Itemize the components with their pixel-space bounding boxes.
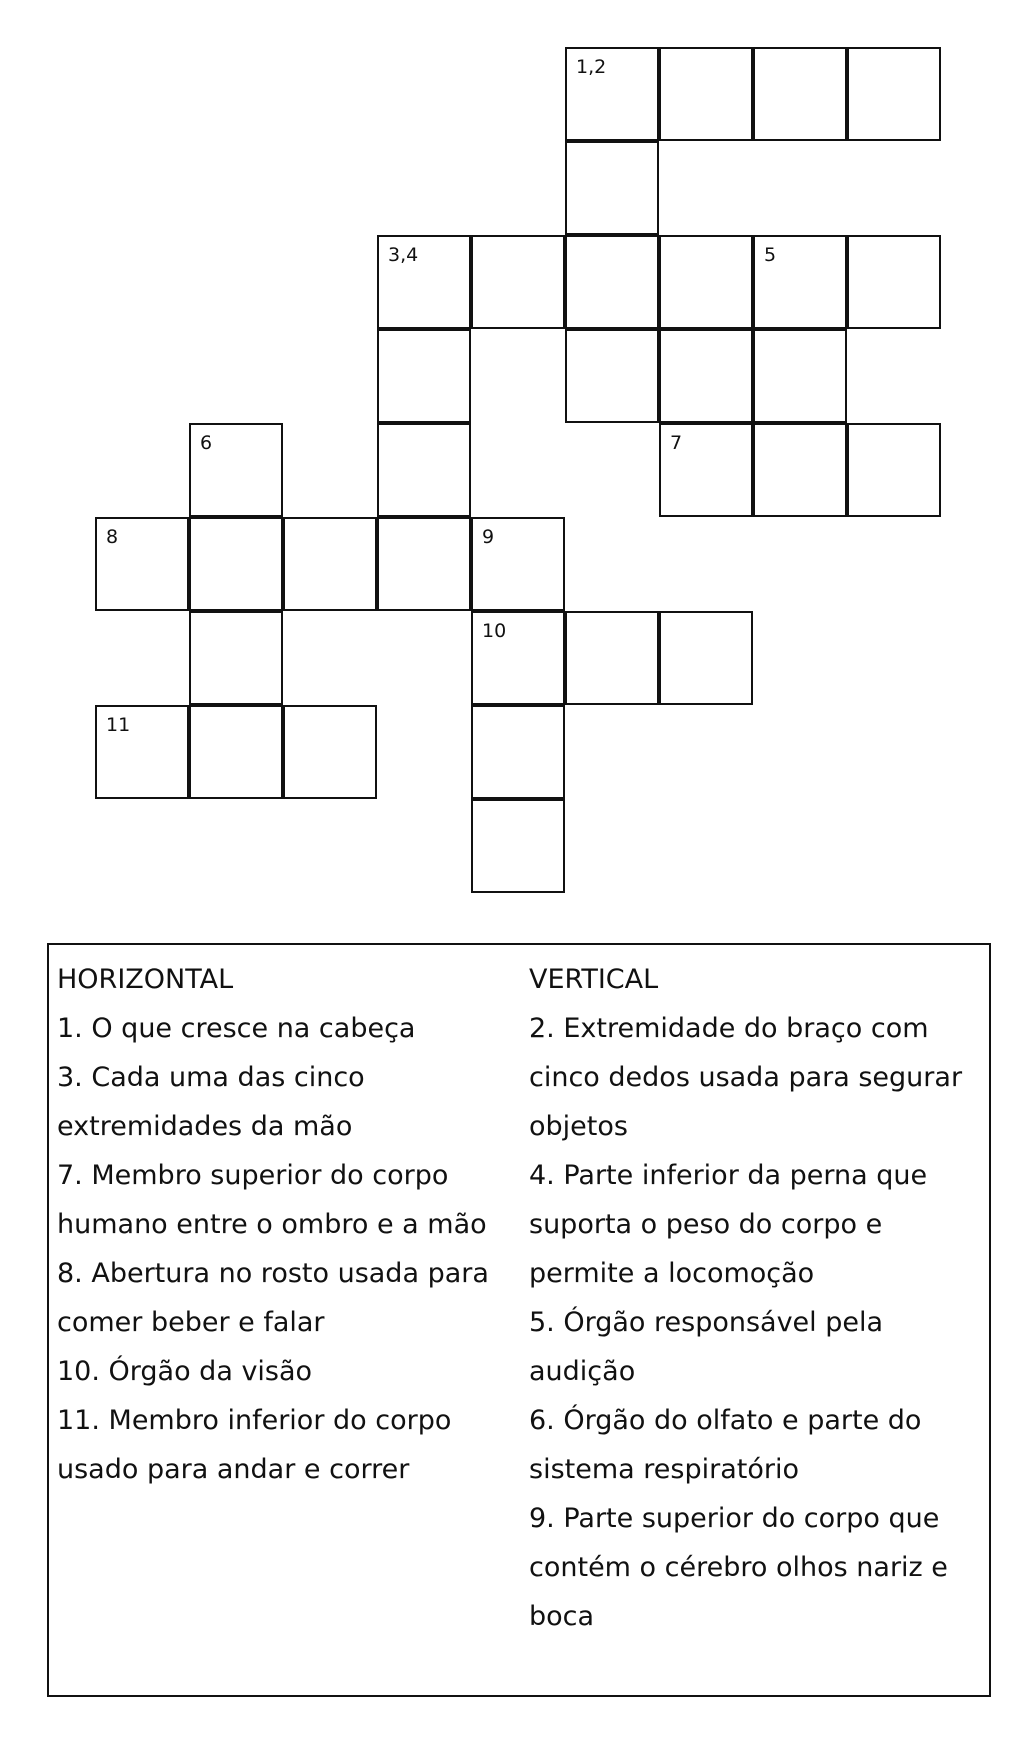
clue-number: 9	[482, 526, 495, 548]
clue-number: 8	[106, 526, 119, 548]
vertical-clue-line: boca	[529, 1601, 595, 1632]
crossword-cell[interactable]	[471, 799, 565, 893]
vertical-clue-line: objetos	[529, 1111, 628, 1142]
horizontal-clues	[57, 955, 527, 1494]
horizontal-clue-line: 8. Abertura no rosto usada para	[57, 1258, 489, 1289]
crossword-cell[interactable]	[753, 47, 847, 141]
crossword-cell[interactable]	[377, 235, 471, 329]
clue-number: 11	[106, 714, 131, 736]
clues-box	[47, 943, 991, 1697]
vertical-clue-line: contém o cérebro olhos nariz e	[529, 1552, 948, 1583]
clue-number: 6	[200, 432, 213, 454]
crossword-cell[interactable]	[377, 423, 471, 517]
vertical-clues	[529, 955, 979, 1641]
crossword-cell[interactable]	[283, 517, 377, 611]
horizontal-clue-line: extremidades da mão	[57, 1111, 353, 1142]
vertical-clue-line: 6. Órgão do olfato e parte do	[529, 1405, 922, 1436]
vertical-clue-line: 4. Parte inferior da perna que	[529, 1160, 928, 1191]
crossword-cell[interactable]	[471, 705, 565, 799]
crossword-cell[interactable]	[283, 705, 377, 799]
clue-number: 7	[670, 432, 683, 454]
vertical-clue-line: 5. Órgão responsável pela	[529, 1307, 884, 1338]
clue-number: 3,4	[388, 244, 419, 266]
horizontal-clue-line: 11. Membro inferior do corpo	[57, 1405, 452, 1436]
crossword-cell[interactable]	[847, 423, 941, 517]
crossword-cell[interactable]	[565, 47, 659, 141]
crossword-cell[interactable]	[659, 47, 753, 141]
crossword-cell[interactable]	[377, 517, 471, 611]
horizontal-clue-line: usado para andar e correr	[57, 1454, 410, 1485]
crossword-cell[interactable]	[565, 611, 659, 705]
clue-number: 10	[482, 620, 507, 642]
crossword-cell[interactable]	[659, 611, 753, 705]
crossword-cell[interactable]	[471, 611, 565, 705]
crossword-cell[interactable]	[471, 517, 565, 611]
horizontal-clue-line: humano entre o ombro e a mão	[57, 1209, 487, 1240]
clue-number: 1,2	[576, 56, 607, 78]
vertical-clue-line: suporta o peso do corpo e	[529, 1209, 883, 1240]
vertical-clue-line: permite a locomoção	[529, 1258, 815, 1289]
horizontal-clue-line: 10. Órgão da visão	[57, 1356, 313, 1387]
crossword-cell[interactable]	[95, 705, 189, 799]
vertical-clue-line: audição	[529, 1356, 636, 1387]
crossword-cell[interactable]	[659, 329, 753, 423]
crossword-cell[interactable]	[565, 235, 659, 329]
horizontal-clue-line: 1. O que cresce na cabeça	[57, 1013, 416, 1044]
clue-number: 5	[764, 244, 777, 266]
crossword-cell[interactable]	[847, 235, 941, 329]
horizontal-heading: HORIZONTAL	[57, 964, 234, 995]
crossword-cell[interactable]	[659, 235, 753, 329]
vertical-clue-line: 9. Parte superior do corpo que	[529, 1503, 940, 1534]
crossword-cell[interactable]	[189, 611, 283, 705]
crossword-cell[interactable]	[189, 517, 283, 611]
crossword-cell[interactable]	[377, 329, 471, 423]
vertical-clue-list	[529, 1004, 979, 1641]
crossword-cell[interactable]	[189, 705, 283, 799]
crossword-cell[interactable]	[471, 235, 565, 329]
crossword-cell[interactable]	[565, 141, 659, 235]
crossword-cell[interactable]	[753, 329, 847, 423]
crossword-cell[interactable]	[659, 423, 753, 517]
crossword-cell[interactable]	[753, 423, 847, 517]
horizontal-clue-line: comer beber e falar	[57, 1307, 325, 1338]
crossword-cell[interactable]	[95, 517, 189, 611]
crossword-cell[interactable]	[189, 423, 283, 517]
vertical-clue-line: sistema respiratório	[529, 1454, 799, 1485]
crossword-cell[interactable]	[565, 329, 659, 423]
horizontal-clue-line: 7. Membro superior do corpo	[57, 1160, 449, 1191]
crossword-cell[interactable]	[847, 47, 941, 141]
crossword-cell[interactable]	[753, 235, 847, 329]
vertical-clue-line: cinco dedos usada para segurar	[529, 1062, 963, 1093]
vertical-clue-line: 2. Extremidade do braço com	[529, 1013, 929, 1044]
horizontal-clue-list	[57, 1004, 527, 1494]
horizontal-clue-line: 3. Cada uma das cinco	[57, 1062, 365, 1093]
vertical-heading: VERTICAL	[529, 964, 659, 995]
